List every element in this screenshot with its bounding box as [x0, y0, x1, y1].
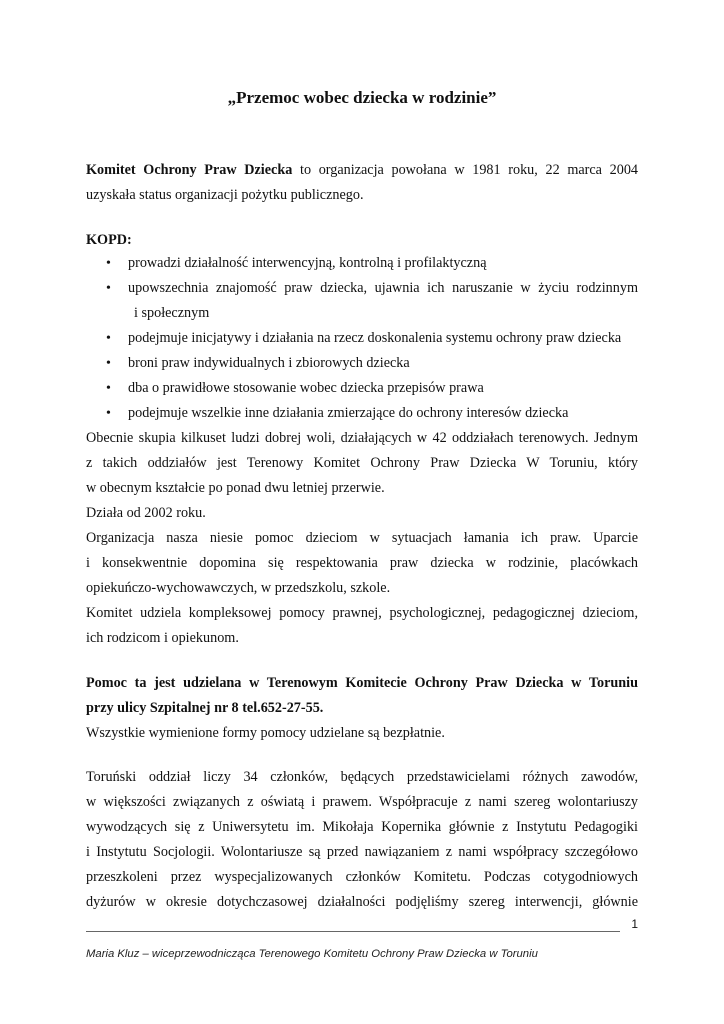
- intro-line-1-rest: to organizacja powołana w 1981 roku, 22 marca 2004: [300, 162, 639, 178]
- text-line: Toruński oddział liczy 34 członków, będących przedstawicielami różnych zawodów,: [86, 769, 638, 785]
- text-line: dyżurów w okresie dotychczasowej działalności podjęliśmy szereg interwencji, głównie: [86, 894, 638, 910]
- text-line: opiekuńczo-wychowawczych, w przedszkolu, szkole.: [86, 580, 391, 596]
- bullet-item: • prowadzi działalność interwencyjną, kontrolną i profilaktyczną: [86, 251, 638, 276]
- bullet-item: • upowszechnia znajomość praw dziecka, ujawnia ich naruszanie w życiu rodzinnym: [86, 276, 638, 301]
- text-line: i konsekwentnie dopomina się respektowania praw dziecka w rodzinie, placówkach: [86, 555, 638, 571]
- bullet-icon: [106, 276, 116, 301]
- bullet-icon: [106, 251, 116, 276]
- org-name: Komitet Ochrony Praw Dziecka: [86, 162, 293, 178]
- text-line: Pomoc ta jest udzielana w Terenowym Komitecie Ochrony Praw Dziecka w Toruniu: [86, 675, 638, 691]
- text-line: Organizacja nasza niesie pomoc dzieciom w sytuacjach łamania ich praw. Uparcie: [86, 530, 638, 546]
- bullet-item: • podejmuje wszelkie inne działania zmierzające do ochrony interesów dziecka: [86, 401, 638, 426]
- page-number: 1: [631, 917, 638, 931]
- bullet-icon: [106, 376, 116, 401]
- intro-line-1: [86, 158, 638, 183]
- bold-paragraph: [86, 671, 638, 746]
- bullet-icon: [106, 351, 116, 376]
- intro-line-2: uzyskała status organizacji pożytku publicznego.: [86, 187, 364, 203]
- text-line: Wszystkie wymienione formy pomocy udzielane są bezpłatnie.: [86, 725, 445, 741]
- bullet-icon: [106, 401, 116, 426]
- footer-text: Maria Kluz – wiceprzewodnicząca Terenowego Komitetu Ochrony Praw Dziecka w Toruniu: [86, 948, 538, 960]
- footer-divider: [86, 931, 620, 932]
- kopd-bullet-list: [86, 251, 638, 426]
- bullet-continuation: i społecznym: [134, 305, 210, 321]
- text-line: w większości związanych z oświatą i prawem. Współpracuje z nami szereg wolontariuszy: [86, 794, 638, 810]
- bullet-item: • dba o prawidłowe stosowanie wobec dziecka przepisów prawa: [86, 376, 638, 401]
- text-line: z takich oddziałów jest Terenowy Komitet Ochrony Praw Dziecka W Toruniu, który: [86, 455, 638, 471]
- text-line: ich rodzicom i opiekunom.: [86, 630, 239, 646]
- bullet-item: • podejmuje inicjatywy i działania na rzecz doskonalenia systemu ochrony praw dziecka: [86, 326, 638, 351]
- intro-paragraph: [86, 158, 638, 208]
- text-line: i Instytutu Socjologii. Wolontariusze są przed nawiązaniem z nami współpracy szczegółowo: [86, 844, 638, 860]
- kopd-heading: KOPD:: [86, 232, 132, 248]
- document-title: „Przemoc wobec dziecka w rodzinie”: [227, 88, 497, 107]
- bullet-item: • broni praw indywidualnych i zbiorowych dziecka: [86, 351, 638, 376]
- text-line: Komitet udziela kompleksowej pomocy prawnej, psychologicznej, pedagogicznej dzieciom,: [86, 605, 638, 621]
- text-line: przeszkoleni przez wyspecjalizowanych członków Komitetu. Podczas cotygodniowych: [86, 869, 638, 885]
- text-line: wywodzących się z Uniwersytetu im. Mikołaja Kopernika głównie z Instytutu Pedagogiki: [86, 819, 638, 835]
- torun-paragraph: [86, 765, 638, 915]
- text-line: Obecnie skupia kilkuset ludzi dobrej woli, działających w 42 oddziałach terenowych. Jednym: [86, 430, 638, 446]
- bullet-icon: [106, 326, 116, 351]
- text-line: przy ulicy Szpitalnej nr 8 tel.652-27-55.: [86, 700, 324, 716]
- text-line: w obecnym kształcie po ponad dwu letniej przerwie.: [86, 480, 385, 496]
- paragraph-main: [86, 426, 638, 651]
- kopd-heading-block: [86, 228, 638, 253]
- text-line: Działa od 2002 roku.: [86, 505, 206, 521]
